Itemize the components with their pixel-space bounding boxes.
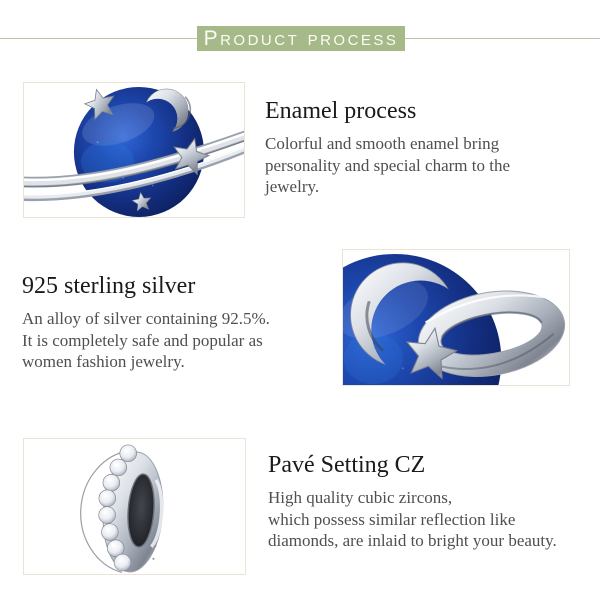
body-line: diamonds, are inlaid to bright your beauty. bbox=[268, 531, 557, 550]
section-title-pave: Pavé Setting CZ bbox=[268, 452, 426, 478]
body-line: High quality cubic zircons, bbox=[268, 488, 453, 507]
section-title-silver: 925 sterling silver bbox=[22, 273, 196, 299]
body-line: personality and special charm to the bbox=[265, 155, 510, 175]
pave-spacer-illustration bbox=[24, 439, 245, 574]
silver-ring-photo bbox=[342, 249, 570, 386]
section-body-pave bbox=[268, 487, 598, 552]
body-line: jewelry. bbox=[265, 177, 320, 196]
body-line: It is completely safe and popular as bbox=[22, 330, 263, 350]
page-title: Product process bbox=[203, 27, 399, 50]
section-silver bbox=[22, 272, 357, 373]
pave-spacer-photo bbox=[23, 438, 246, 575]
header-title-box bbox=[197, 26, 405, 51]
body-line: Colorful and smooth enamel bring bbox=[265, 134, 500, 153]
section-title-enamel: Enamel process bbox=[265, 98, 417, 124]
spacer-charm bbox=[77, 442, 168, 574]
section-pave bbox=[268, 451, 598, 552]
body-line: An alloy of silver containing 92.5%. bbox=[22, 309, 270, 328]
body-line: women fashion jewelry. bbox=[22, 352, 185, 371]
section-body-enamel bbox=[265, 133, 595, 198]
silver-ring-illustration bbox=[343, 250, 569, 385]
enamel-bead-photo bbox=[23, 82, 245, 218]
section-body-silver bbox=[22, 308, 357, 373]
body-line: which possess similar reflection like bbox=[268, 509, 516, 529]
enamel-bead-illustration bbox=[24, 83, 244, 217]
section-enamel bbox=[265, 97, 595, 198]
